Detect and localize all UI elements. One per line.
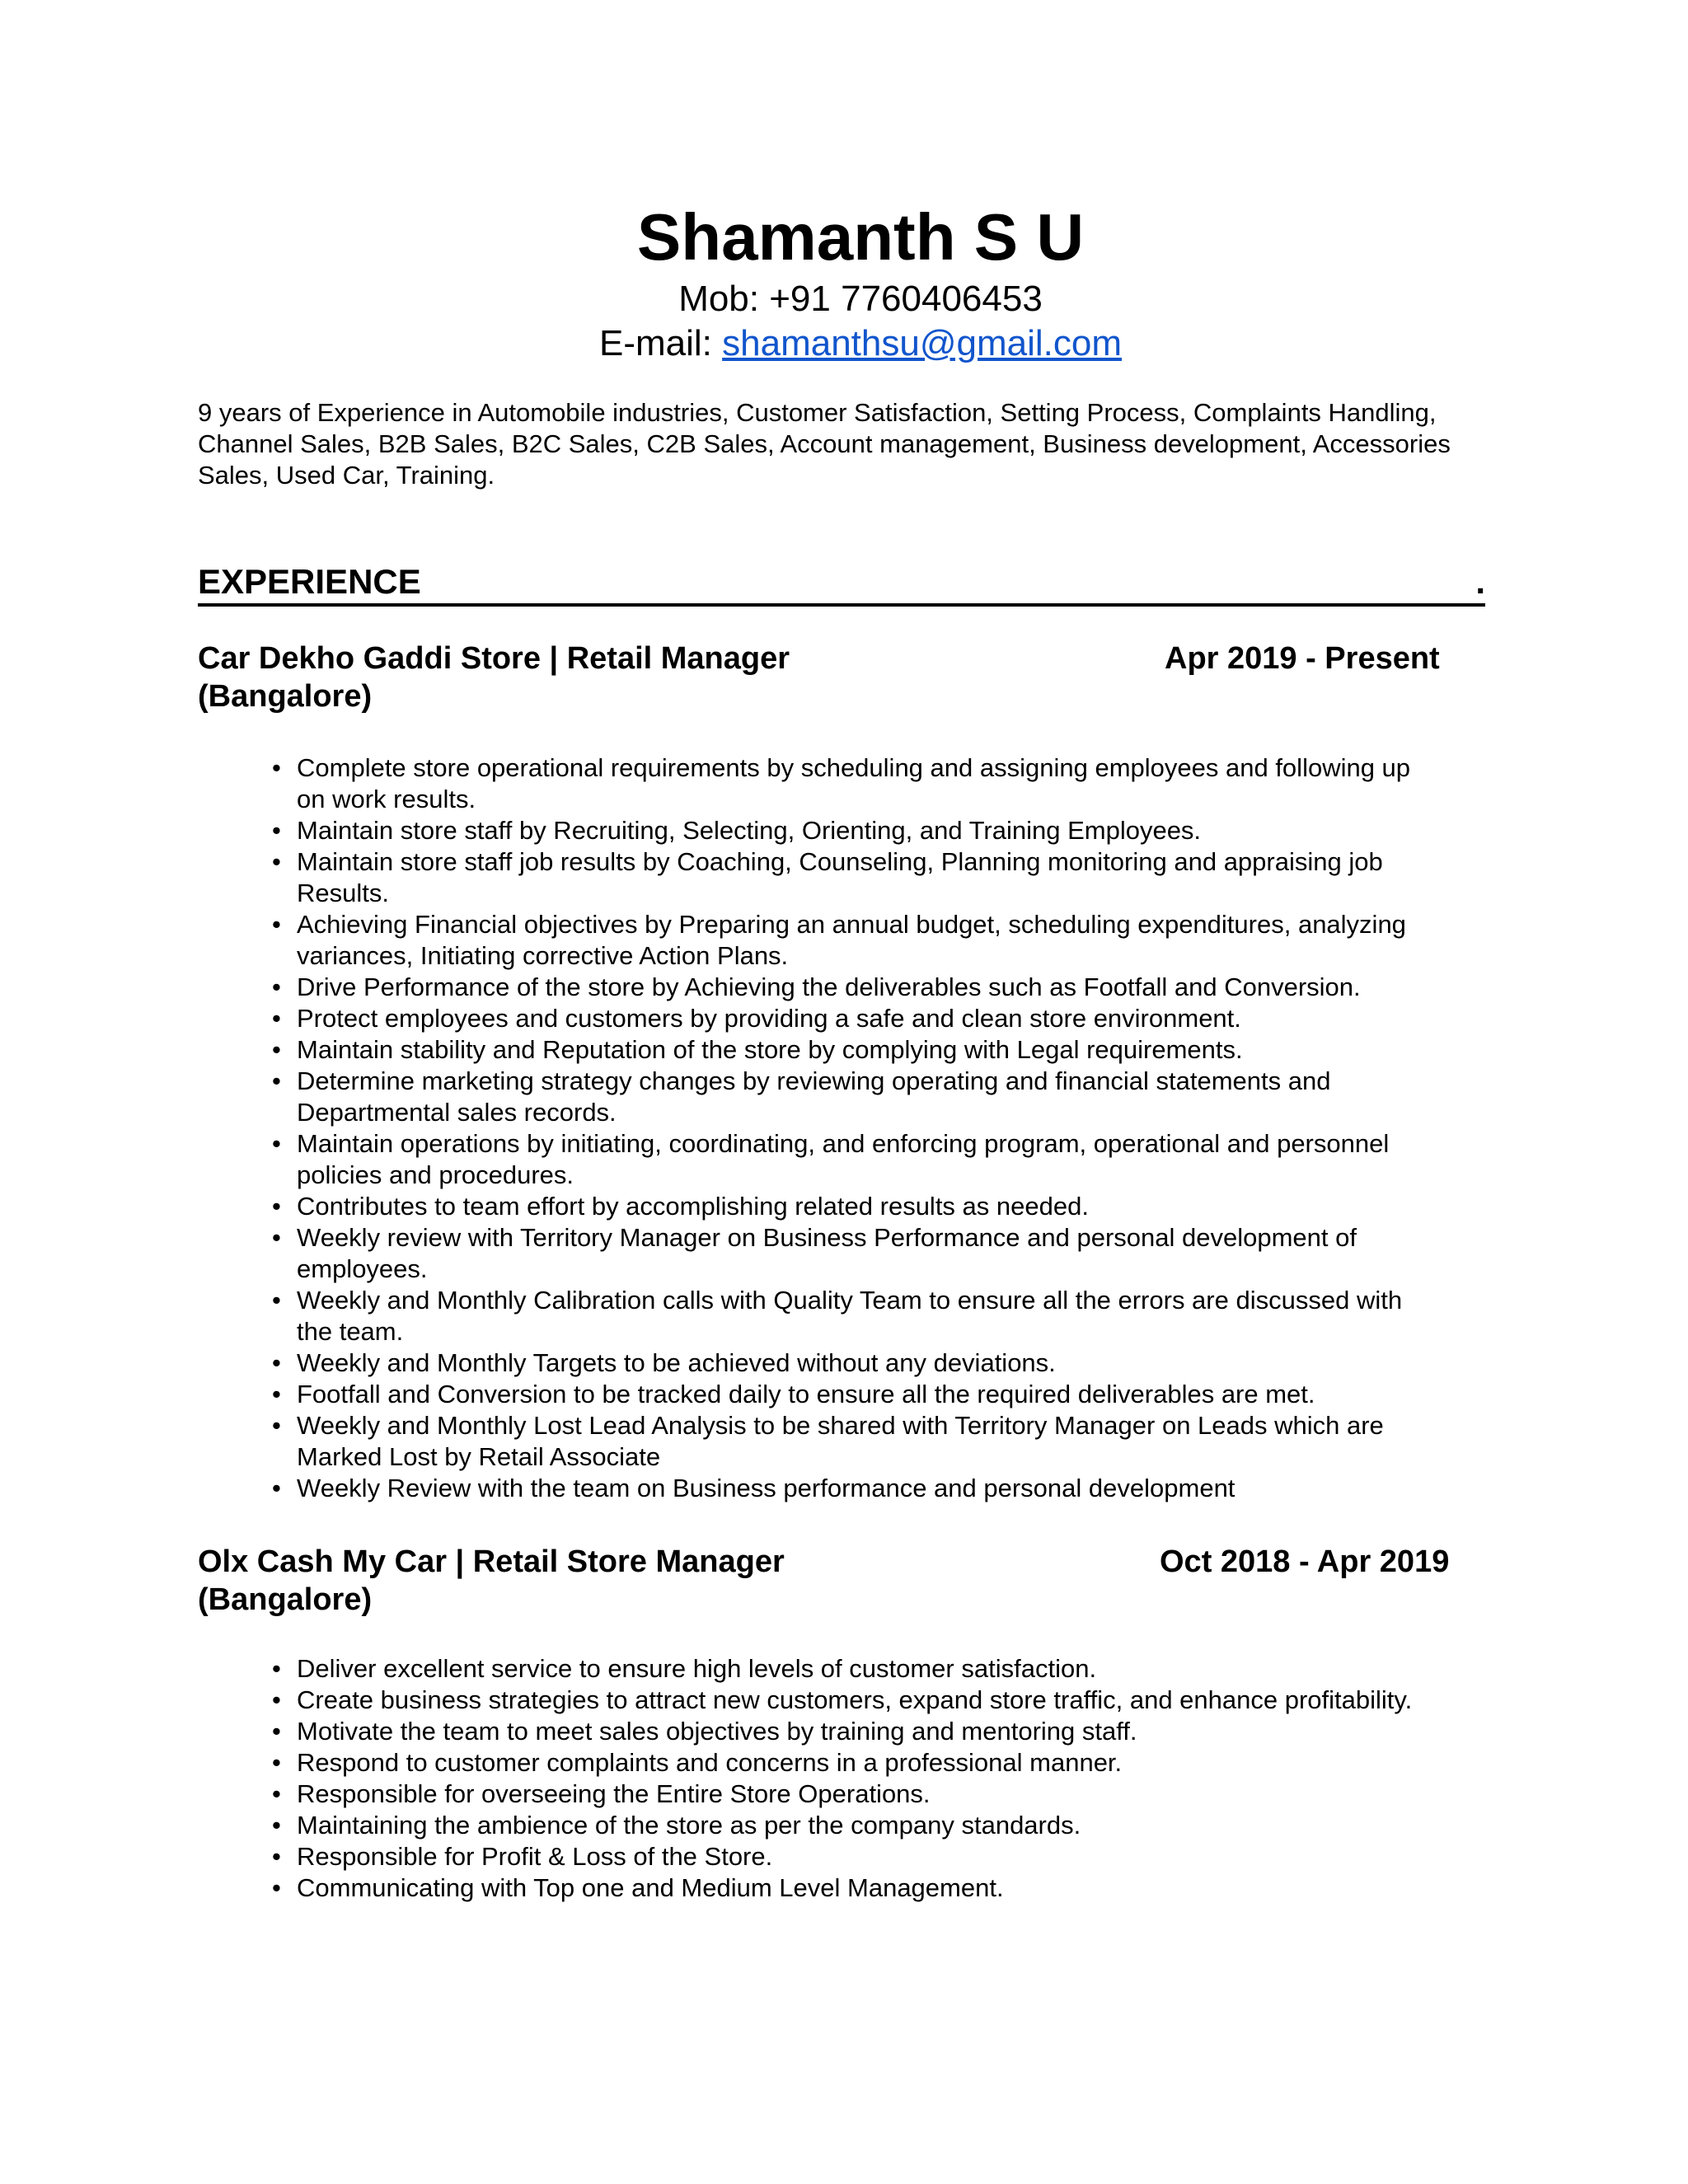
job-bullet-item — [272, 1779, 1442, 1810]
bullet-text: Weekly Review with the team on Business performance and personal development — [297, 1474, 1236, 1502]
bullet-text: Weekly and Monthly Targets to be achieved without any deviations. — [297, 1348, 1056, 1377]
job-bullet-item — [272, 909, 1442, 972]
job-header — [198, 1543, 1485, 1622]
bullet-marker: • — [272, 1717, 281, 1746]
bullet-marker: • — [272, 1654, 281, 1683]
professional-summary: 9 years of Experience in Automobile industries, Customer Satisfaction, Setting Process, Complaints Handling, Channel Sales, B2B Sales, B2C Sales, C2B Sales, Account management, Business development, Accessories Sales, Used Car, Training. — [198, 398, 1451, 490]
job-bullet-item — [272, 1003, 1442, 1034]
email-line — [0, 321, 1688, 366]
resume-header — [0, 198, 1688, 366]
bullet-marker: • — [272, 910, 281, 939]
bullet-text: Maintain store staff job results by Coaching, Counseling, Planning monitoring and appraising job Results. — [297, 847, 1383, 907]
job-bullet-item — [272, 846, 1442, 909]
bullet-marker: • — [272, 1192, 281, 1221]
job-bullet-item — [272, 1473, 1442, 1504]
bullet-text: Responsible for overseeing the Entire Store Operations. — [297, 1779, 931, 1808]
bullet-marker: • — [272, 1779, 281, 1808]
bullet-marker: • — [272, 1004, 281, 1033]
job-bullet-item — [272, 1810, 1442, 1841]
job-dates: Apr 2019 - Present — [1165, 641, 1440, 676]
bullet-marker: • — [272, 1223, 281, 1252]
bullet-marker: • — [272, 847, 281, 876]
experience-heading-trailing: . — [1475, 562, 1485, 601]
bullet-text: Respond to customer complaints and concerns in a professional manner. — [297, 1748, 1123, 1777]
bullet-text: Protect employees and customers by providing a safe and clean store environment. — [297, 1004, 1241, 1033]
bullet-text: Weekly and Monthly Calibration calls with Quality Team to ensure all the errors are discussed with the team. — [297, 1286, 1403, 1346]
bullet-text: Footfall and Conversion to be tracked daily to ensure all the required deliverables are met. — [297, 1380, 1315, 1408]
candidate-name: Shamanth S U — [636, 200, 1085, 274]
bullet-marker: • — [272, 1842, 281, 1871]
job-bullet-list — [272, 1653, 1442, 1904]
job-title: Car Dekho Gaddi Store | Retail Manager — [198, 641, 790, 676]
bullet-marker: • — [272, 753, 281, 782]
bullet-text: Maintain store staff by Recruiting, Selecting, Orienting, and Training Employees. — [297, 816, 1202, 845]
bullet-marker: • — [272, 1286, 281, 1315]
job-bullet-item — [272, 1285, 1442, 1347]
bullet-text: Weekly and Monthly Lost Lead Analysis to be shared with Territory Manager on Leads which are Marked Lost by Retail Associate — [297, 1411, 1384, 1471]
bullet-marker: • — [272, 1066, 281, 1095]
bullet-marker: • — [272, 1873, 281, 1902]
job-dates: Oct 2018 - Apr 2019 — [1160, 1544, 1450, 1579]
bullet-text: Motivate the team to meet sales objectives by training and mentoring staff. — [297, 1717, 1137, 1746]
bullet-text: Weekly review with Territory Manager on Business Performance and personal development of employees. — [297, 1223, 1357, 1283]
job-bullet-item — [272, 1066, 1442, 1128]
job-location: (Bangalore) — [198, 679, 373, 714]
bullet-text: Create business strategies to attract new customers, expand store traffic, and enhance profitability. — [297, 1685, 1413, 1714]
bullet-text: Determine marketing strategy changes by reviewing operating and financial statements and Departmental sales records. — [297, 1066, 1331, 1127]
job-bullet-item — [272, 1034, 1442, 1066]
job-bullet-item — [272, 1747, 1442, 1779]
email-link[interactable]: shamanthsu@gmail.com — [722, 323, 1122, 363]
job-bullet-item — [272, 1347, 1442, 1379]
bullet-text: Contributes to team effort by accomplishing related results as needed. — [297, 1192, 1089, 1221]
bullet-marker: • — [272, 1129, 281, 1158]
mobile-number: Mob: +91 7760406453 — [678, 279, 1043, 319]
bullet-marker: • — [272, 972, 281, 1001]
bullet-marker: • — [272, 1811, 281, 1840]
bullet-marker: • — [272, 1411, 281, 1440]
job-bullet-list — [272, 752, 1442, 1504]
email-label: E-mail: — [599, 323, 723, 363]
job-bullet-item — [272, 972, 1442, 1003]
bullet-text: Responsible for Profit & Loss of the Store. — [297, 1842, 773, 1871]
job-bullet-item — [272, 752, 1442, 815]
experience-heading-label: EXPERIENCE — [198, 562, 421, 601]
job-bullet-item — [272, 815, 1442, 846]
experience-heading — [198, 560, 1485, 607]
bullet-text: Achieving Financial objectives by Preparing an annual budget, scheduling expenditures, analyzing variances, Initiating corrective Action Plans. — [297, 910, 1406, 970]
job-bullet-item — [272, 1128, 1442, 1191]
job-title: Olx Cash My Car | Retail Store Manager — [198, 1544, 785, 1579]
bullet-text: Maintain stability and Reputation of the store by complying with Legal requirements. — [297, 1035, 1243, 1064]
bullet-marker: • — [272, 1380, 281, 1408]
job-bullet-item — [272, 1222, 1442, 1285]
job-entry-olx-cash-my-car — [198, 1543, 1485, 1902]
bullet-text: Drive Performance of the store by Achieving the deliverables such as Footfall and Conversion. — [297, 972, 1361, 1001]
bullet-text: Complete store operational requirements by scheduling and assigning employees and following up on work results. — [297, 753, 1411, 813]
bullet-marker: • — [272, 1474, 281, 1502]
bullet-text: Communicating with Top one and Medium Level Management. — [297, 1873, 1004, 1902]
job-bullet-item — [272, 1872, 1442, 1904]
bullet-text: Deliver excellent service to ensure high levels of customer satisfaction. — [297, 1654, 1097, 1683]
job-header — [198, 640, 1485, 719]
job-location: (Bangalore) — [198, 1582, 373, 1617]
job-bullet-item — [272, 1716, 1442, 1747]
bullet-marker: • — [272, 1035, 281, 1064]
bullet-text: Maintain operations by initiating, coordinating, and enforcing program, operational and personnel policies and procedures. — [297, 1129, 1390, 1189]
bullet-text: Maintaining the ambience of the store as per the company standards. — [297, 1811, 1081, 1840]
job-bullet-item — [272, 1191, 1442, 1222]
bullet-marker: • — [272, 1748, 281, 1777]
job-bullet-item — [272, 1685, 1442, 1716]
bullet-marker: • — [272, 1348, 281, 1377]
job-bullet-item — [272, 1653, 1442, 1685]
job-bullet-item — [272, 1379, 1442, 1410]
job-bullet-item — [272, 1410, 1442, 1473]
bullet-marker: • — [272, 1685, 281, 1714]
job-entry-car-dekho — [198, 640, 1485, 1502]
job-bullet-item — [272, 1841, 1442, 1872]
bullet-marker: • — [272, 816, 281, 845]
